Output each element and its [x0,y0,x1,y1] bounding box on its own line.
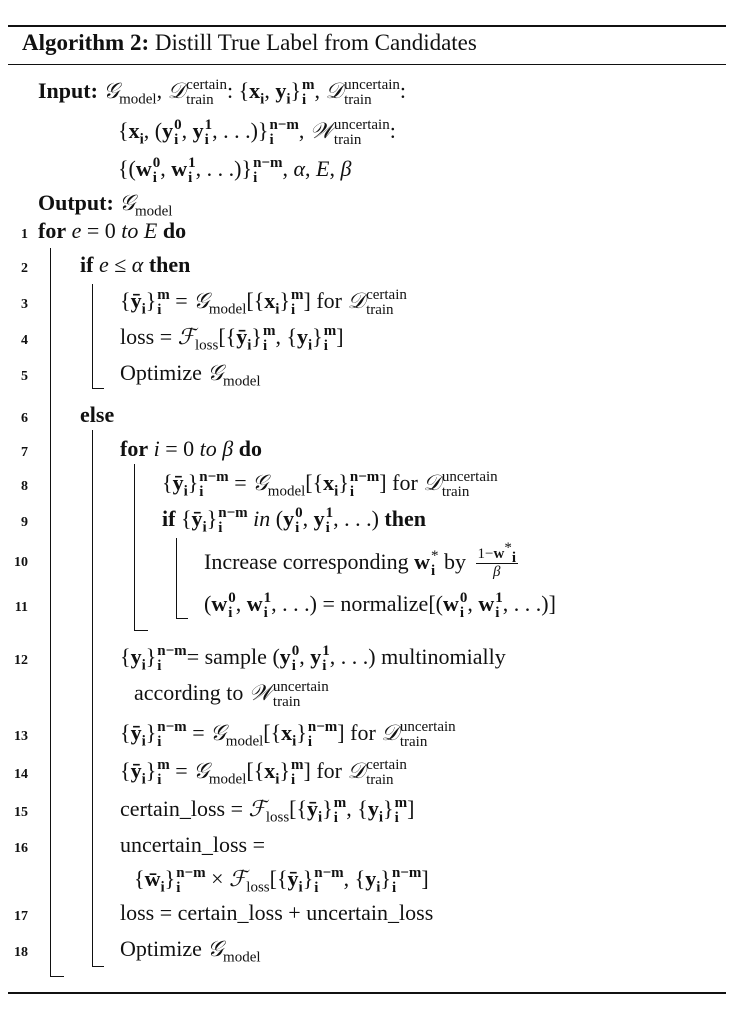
algorithm-name: Distill True Label from Candidates [154,30,477,55]
output-line: Output: 𝒢$_{model}$ [38,190,173,220]
for-i-scope-bar [134,464,135,630]
else-scope-end [92,966,104,967]
for-i-scope-end [134,630,148,631]
for-e-scope-end [50,976,64,977]
else-scope-bar [92,430,93,966]
fraction: $\frac{1-w^*_i}{\beta}$ [477,540,517,581]
top-rule [8,25,726,27]
algo-line-12-cont: according to 𝒲 uncertain train [134,679,329,710]
if-in-scope-bar [176,538,177,618]
algorithm-label: Algorithm 2: [22,30,150,55]
if-in-scope-end [176,618,188,619]
algo-line-16-cont: $\{w̄_i\}$ n−m i × $ℱ_{loss}[\{ȳ_i\}$ n−m i , $\{y_i\}$ n−m i ] [134,865,429,896]
algorithm-title [22,30,477,56]
bottom-rule [8,992,726,994]
if-scope-bar [92,284,93,388]
if-scope-end [92,388,104,389]
input-line-1: Input: 𝒢$_{model}$, 𝒟 certain train : {$x_i$, $y_i$} m i , 𝒟 uncertain train : [38,77,407,108]
title-rule [8,64,726,65]
input-line-3: {(w 0 i , w 1 i , . . .)} n−m i , α, E, β [118,155,352,186]
for-e-scope-bar [50,248,51,976]
input-line-2: {$x_i$, (y 0 i , y 1 i , . . .)} n−m i , 𝒲 uncertain train : [118,117,396,148]
